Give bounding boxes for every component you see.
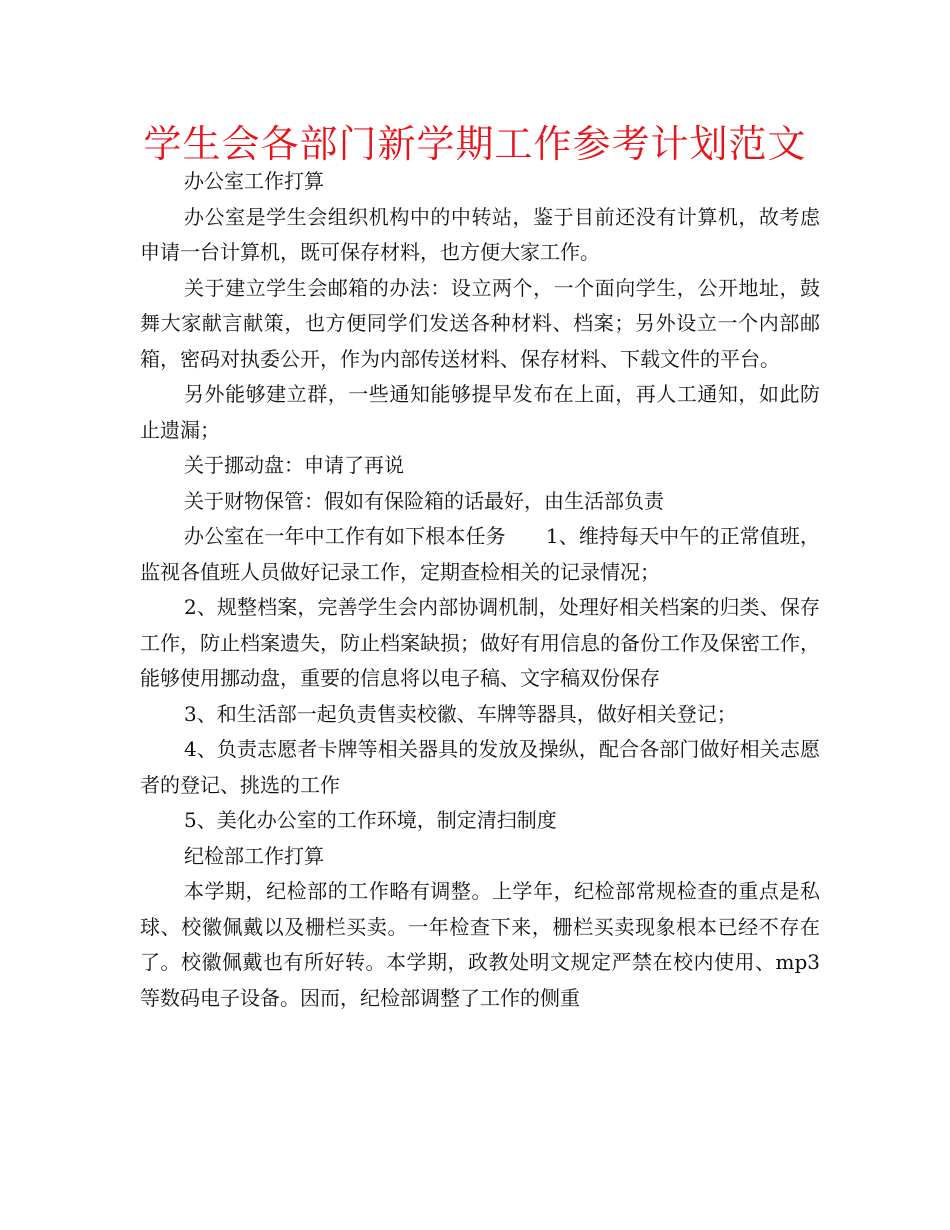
paragraph: 另外能够建立群，一些通知能够提早发布在上面，再人工通知，如此防止遗漏； xyxy=(140,382,820,442)
list-item: 5、美化办公室的工作环境，制定清扫制度 xyxy=(184,808,557,832)
list-item: 4、负责志愿者卡牌等相关器具的发放及操纵，配合各部门做好相关志愿者的登记、挑选的工作 xyxy=(140,737,820,797)
paragraph: 本学期，纪检部的工作略有调整。上学年，纪检部常规检查的重点是私球、校徽佩戴以及栅栏买卖。一年检查下来，栅栏买卖现象根本已经不存在了。校徽佩戴也有所好转。本学期，政教处明文规定严禁在校内使用、mp3等数码电子设备。因而，纪检部调整了工作的侧重 xyxy=(140,879,820,1010)
paragraph: 办公室是学生会组织机构中的中转站，鉴于目前还没有计算机，故考虑申请一台计算机，既可保存材料，也方便大家工作。 xyxy=(140,204,820,264)
section-heading-discipline: 纪检部工作打算 xyxy=(184,843,324,868)
paragraph: 关于挪动盘：申请了再说 xyxy=(184,453,404,477)
document-body xyxy=(140,164,820,1016)
list-item: 2、规整档案，完善学生会内部协调机制，处理好相关档案的归类、保存工作，防止档案遗失，防止档案缺损；做好有用信息的备份工作及保密工作，能够使用挪动盘，重要的信息将以电子稿、文字稿双份保存 xyxy=(140,595,820,690)
paragraph: 关于财物保管：假如有保险箱的话最好，由生活部负责 xyxy=(184,488,664,513)
section-heading-office: 办公室工作打算 xyxy=(184,169,324,193)
list-item: 3、和生活部一起负责售卖校徽、车牌等器具，做好相关登记； xyxy=(184,701,737,726)
document-title: 学生会各部门新学期工作参考计划范文 xyxy=(143,122,807,166)
paragraph: 关于建立学生会邮箱的办法：设立两个，一个面向学生，公开地址，鼓舞大家献言献策，也方便同学们发送各种材料、档案；另外设立一个内部邮箱，密码对执委公开，作为内部传送材料、保存材料、下载文件的平台。 xyxy=(140,275,820,371)
paragraph: 办公室在一年中工作有如下根本任务 1、维持每天中午的正常值班，监视各值班人员做好记录工作，定期查检相关的记录情况； xyxy=(140,524,820,584)
